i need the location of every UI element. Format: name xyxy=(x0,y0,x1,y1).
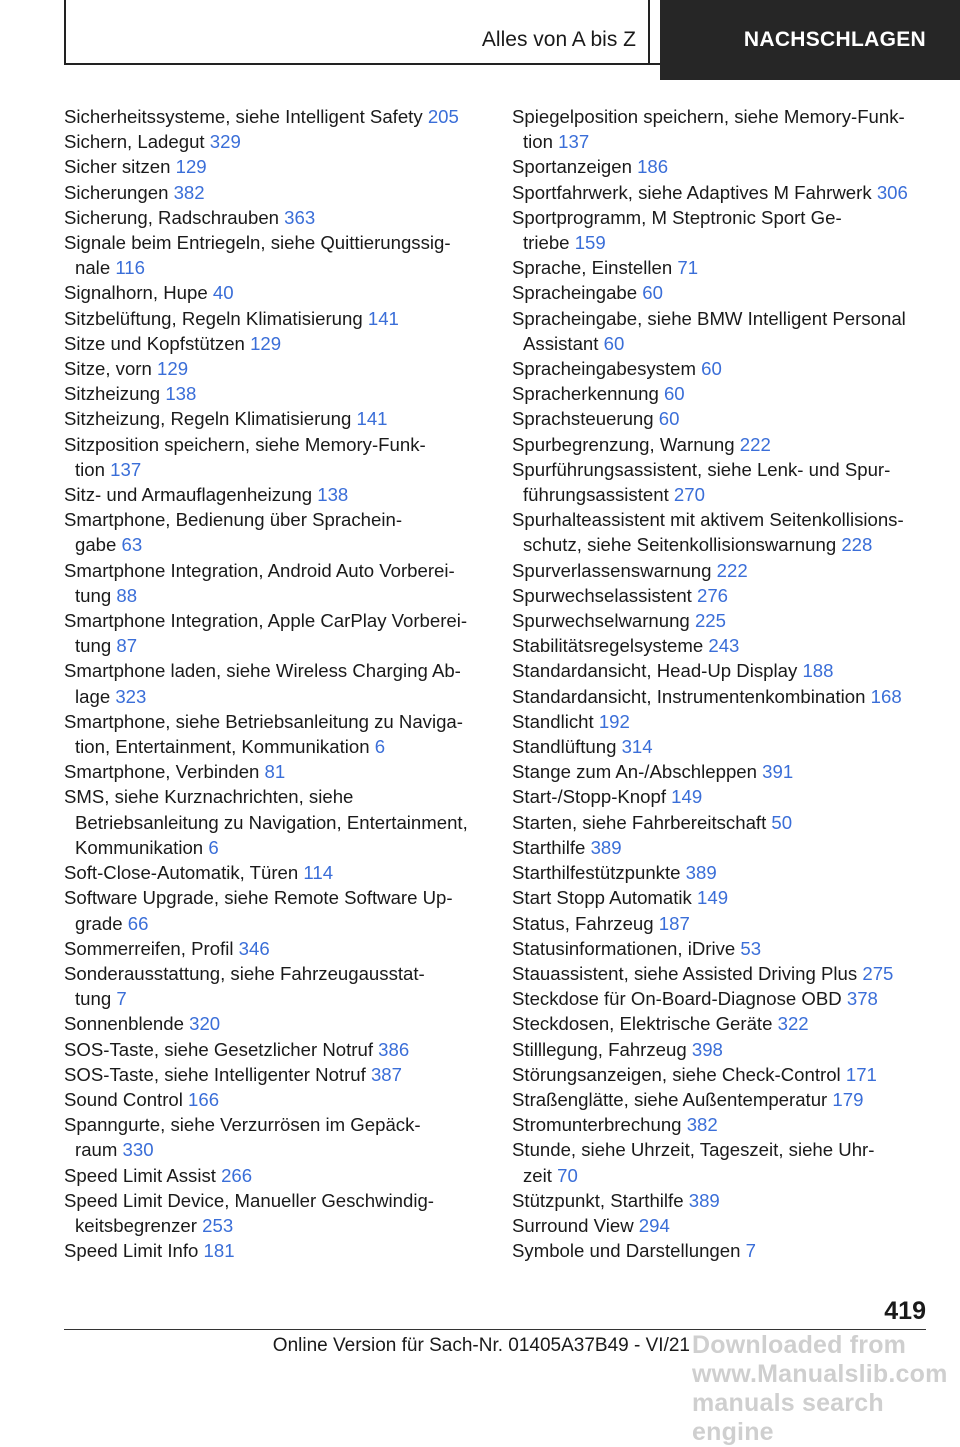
index-entry-text: Standardansicht, Head-Up Display xyxy=(512,660,798,682)
index-entry xyxy=(512,1037,932,1062)
page-reference-link[interactable]: 363 xyxy=(284,206,316,228)
index-entry xyxy=(64,1112,484,1162)
index-entry-text: Stützpunkt, Starthilfe xyxy=(512,1189,684,1211)
index-entry-text: zeit xyxy=(523,1164,552,1186)
index-entry xyxy=(64,205,484,230)
index-entry-text: Sicherungen xyxy=(64,181,169,203)
index-entry-text: Sitzbelüftung, Regeln Klimatisierung xyxy=(64,307,363,329)
index-entry-text: Standardansicht, Instrumentenkombination xyxy=(512,685,866,707)
index-entry-text: tion, Entertainment, Kommunikation xyxy=(75,736,370,758)
index-entry-text: Start Stopp Automatik xyxy=(512,887,692,909)
index-entry-text: Sichern, Ladegut xyxy=(64,131,205,153)
index-entry xyxy=(512,759,932,784)
page-reference-link[interactable]: 222 xyxy=(716,559,748,581)
page-reference-link[interactable]: 389 xyxy=(685,862,717,884)
page-reference-link[interactable]: 228 xyxy=(841,534,873,556)
index-entry-text: Betriebsanleitung zu Navigation, Entertainment, xyxy=(75,811,468,833)
index-entry-text: Smartphone, siehe Betriebsanleitung zu Naviga- xyxy=(64,710,463,732)
index-entry xyxy=(512,734,932,759)
index-entry xyxy=(512,406,932,431)
header-frame-divider xyxy=(648,0,650,65)
index-entry-text: Spracheingabe, siehe BMW Intelligent Personal xyxy=(512,307,906,329)
index-entry-text: Speed Limit Info xyxy=(64,1240,199,1262)
index-entry-text: tung xyxy=(75,584,112,606)
page-reference-link[interactable]: 87 xyxy=(116,635,138,657)
index-entry-text: grade xyxy=(75,912,123,934)
index-entry xyxy=(512,684,932,709)
header-chapter-label: NACHSCHLAGEN xyxy=(743,28,926,51)
index-entry-text: gabe xyxy=(75,534,117,556)
page-reference-link[interactable]: 166 xyxy=(188,1088,220,1110)
page-reference-link[interactable]: 253 xyxy=(202,1214,234,1236)
page-reference-link[interactable]: 276 xyxy=(697,584,729,606)
index-entry-text: Signale beim Entriegeln, siehe Quittierungssig- xyxy=(64,232,451,254)
index-entry-text: Sprache, Einstellen xyxy=(512,257,673,279)
page-reference-link[interactable]: 60 xyxy=(603,332,625,354)
index-entry xyxy=(512,608,932,633)
page-reference-link[interactable]: 330 xyxy=(122,1139,154,1161)
index-entry xyxy=(64,432,484,482)
page-reference-link[interactable]: 81 xyxy=(264,761,286,783)
index-entry-text: Spurführungsassistent, siehe Lenk- und Spur- xyxy=(512,458,891,480)
index-entry xyxy=(512,507,932,557)
index-entry-text: Sicher sitzen xyxy=(64,156,171,178)
footer-version-text: Online Version für Sach-Nr. 01405A37B49 - VI/21 xyxy=(272,1335,690,1356)
index-entry xyxy=(64,759,484,784)
index-entry xyxy=(64,1087,484,1112)
index-entry xyxy=(64,129,484,154)
page-reference-link[interactable]: 6 xyxy=(208,836,219,858)
index-entry xyxy=(64,608,484,658)
index-entry-text: Soft-Close-Automatik, Türen xyxy=(64,862,299,884)
index-entry-text: Sound Control xyxy=(64,1088,183,1110)
page-reference-link[interactable]: 320 xyxy=(189,1013,221,1035)
page-reference-link[interactable]: 159 xyxy=(574,232,606,254)
index-entry xyxy=(512,583,932,608)
index-entry-text: Sitze und Kopfstützen xyxy=(64,332,245,354)
page-reference-link[interactable]: 60 xyxy=(701,358,722,380)
page-reference-link[interactable]: 53 xyxy=(740,937,762,959)
index-entry xyxy=(512,1238,932,1263)
page-reference-link[interactable]: 7 xyxy=(116,988,127,1010)
index-entry xyxy=(64,331,484,356)
index-entry-text: Sprachsteuerung xyxy=(512,408,654,430)
page-reference-link[interactable]: 7 xyxy=(745,1240,756,1262)
page-reference-link[interactable]: 149 xyxy=(697,887,729,909)
index-entry-text: Stange zum An-/Abschleppen xyxy=(512,761,757,783)
index-entry-text: führungsassistent xyxy=(523,484,669,506)
index-entry xyxy=(512,381,932,406)
index-entry-text: lage xyxy=(75,685,111,707)
page-reference-link[interactable]: 66 xyxy=(127,912,149,934)
index-entry xyxy=(512,784,932,809)
index-entry-text: Start-/Stopp-Knopf xyxy=(512,786,666,808)
index-entry-text: Symbole und Darstellungen xyxy=(512,1240,741,1262)
index-entry xyxy=(64,558,484,608)
index-entry-text: Stunde, siehe Uhrzeit, Tageszeit, siehe Uhr- xyxy=(512,1139,875,1161)
page-reference-link[interactable]: 398 xyxy=(691,1038,723,1060)
index-entry-text: Spurbegrenzung, Warnung xyxy=(512,433,735,455)
index-entry xyxy=(512,457,932,507)
index-entry xyxy=(64,180,484,205)
index-entry xyxy=(512,860,932,885)
index-entry xyxy=(512,432,932,457)
page-reference-link[interactable]: 266 xyxy=(221,1164,253,1186)
index-entry-text: tung xyxy=(75,988,112,1010)
index-entry-text: Kommunikation xyxy=(75,836,204,858)
index-entry-text: schutz, siehe Seitenkollisionswarnung xyxy=(523,534,837,556)
page-reference-link[interactable]: 50 xyxy=(771,811,793,833)
index-entry xyxy=(512,1062,932,1087)
index-entry-text: Spiegelposition speichern, siehe Memory-Funk- xyxy=(512,106,905,127)
page-reference-link[interactable]: 192 xyxy=(598,710,630,732)
index-entry xyxy=(64,961,484,1011)
index-entry xyxy=(512,986,932,1011)
page-reference-link[interactable]: 137 xyxy=(110,458,142,480)
index-entry xyxy=(64,280,484,305)
index-entry-text: Sitz- und Armauflagenheizung xyxy=(64,484,313,506)
index-entry xyxy=(512,810,932,835)
header-rule xyxy=(64,63,660,65)
index-entry xyxy=(512,961,932,986)
page-reference-link[interactable]: 222 xyxy=(739,433,771,455)
index-entry-text: Sicherung, Radschrauben xyxy=(64,206,279,228)
index-entry xyxy=(512,911,932,936)
index-entry-text: Sitze, vorn xyxy=(64,358,152,380)
watermark-text: Downloaded from www.Manualslib.com manuals search engine xyxy=(692,1331,948,1446)
index-entry-text: tion xyxy=(523,131,553,153)
index-entry xyxy=(512,1112,932,1137)
header-section-title: Alles von A bis Z xyxy=(481,28,636,51)
page-reference-link[interactable]: 116 xyxy=(115,257,145,279)
index-entry xyxy=(64,658,484,708)
index-entry-text: Starthilfe xyxy=(512,836,586,858)
index-entry-text: Sitzheizung xyxy=(64,383,161,405)
index-entry xyxy=(64,936,484,961)
page-reference-link[interactable]: 138 xyxy=(165,383,197,405)
index-entry-text: Steckdose für On-Board-Diagnose OBD xyxy=(512,988,842,1010)
page-reference-link[interactable]: 187 xyxy=(658,912,690,934)
index-entry xyxy=(512,205,932,255)
page-reference-link[interactable]: 389 xyxy=(688,1189,720,1211)
page-reference-link[interactable]: 389 xyxy=(590,836,622,858)
index-entry xyxy=(512,1137,932,1187)
page-reference-link[interactable]: 346 xyxy=(238,937,270,959)
index-entry xyxy=(64,482,484,507)
footer-rule xyxy=(64,1329,926,1330)
index-entry-text: Signalhorn, Hupe xyxy=(64,282,208,304)
index-entry xyxy=(512,255,932,280)
index-entry xyxy=(64,860,484,885)
page-reference-link[interactable]: 179 xyxy=(832,1088,864,1110)
header-chapter-tab xyxy=(660,0,960,80)
index-entry xyxy=(512,1011,932,1036)
index-entry-text: tung xyxy=(75,635,112,657)
page-reference-link[interactable]: 60 xyxy=(642,282,663,304)
index-entry-text: Software Upgrade, siehe Remote Software Up- xyxy=(64,887,453,909)
page-reference-link[interactable]: 129 xyxy=(250,332,282,354)
index-entry-text: Smartphone Integration, Android Auto Vorberei- xyxy=(64,559,455,581)
page-reference-link[interactable]: 60 xyxy=(658,408,680,430)
index-entry-text: Smartphone, Verbinden xyxy=(64,761,260,783)
index-entry-text: SOS-Taste, siehe Gesetzlicher Notruf xyxy=(64,1038,373,1060)
index-entry-text: Smartphone, Bedienung über Sprachein- xyxy=(64,509,403,531)
index-entry xyxy=(64,104,484,129)
index-entry-text: Standlüftung xyxy=(512,736,617,758)
index-entry xyxy=(64,1037,484,1062)
index-entry-text: raum xyxy=(75,1139,118,1161)
index-entry xyxy=(512,835,932,860)
page-reference-link[interactable]: 171 xyxy=(845,1063,877,1085)
page-reference-link[interactable]: 70 xyxy=(557,1164,578,1186)
index-entry xyxy=(64,381,484,406)
index-entry xyxy=(512,658,932,683)
index-entry xyxy=(64,356,484,381)
page-reference-link[interactable]: 225 xyxy=(694,610,726,632)
index-entry xyxy=(512,154,932,179)
index-entry xyxy=(64,1238,484,1263)
index-entry-text: Sicherheitssysteme, siehe Intelligent Safety xyxy=(64,106,423,127)
page-reference-link[interactable]: 329 xyxy=(209,131,241,153)
page-reference-link[interactable]: 270 xyxy=(673,484,705,506)
index-entry-text: SMS, siehe Kurznachrichten, siehe xyxy=(64,786,354,808)
index-entry-text: Spurhalteassistent mit aktivem Seitenkollisions- xyxy=(512,509,904,531)
index-column-left xyxy=(64,104,484,1263)
page-reference-link[interactable]: 382 xyxy=(686,1114,718,1136)
page-reference-link[interactable]: 88 xyxy=(116,584,138,606)
index-entry xyxy=(64,230,484,280)
page-reference-link[interactable]: 71 xyxy=(677,257,699,279)
page-reference-link[interactable]: 188 xyxy=(802,660,834,682)
index-entry-text: Sportfahrwerk, siehe Adaptives M Fahrwerk xyxy=(512,181,872,203)
page-reference-link[interactable]: 314 xyxy=(621,736,653,758)
index-entry-text: Stilllegung, Fahrzeug xyxy=(512,1038,687,1060)
page-reference-link[interactable]: 294 xyxy=(638,1214,670,1236)
index-entry-text: Assistant xyxy=(523,332,599,354)
index-entry xyxy=(512,558,932,583)
index-entry xyxy=(512,280,932,305)
index-entry-text: keitsbegrenzer xyxy=(75,1214,197,1236)
index-entry xyxy=(512,1188,932,1213)
index-entry xyxy=(64,306,484,331)
index-entry-text: Spracheingabe xyxy=(512,282,638,304)
page-reference-link[interactable]: 387 xyxy=(370,1063,402,1085)
index-entry xyxy=(512,306,932,356)
page-number: 419 xyxy=(884,1297,926,1325)
index-entry-text: triebe xyxy=(523,232,570,254)
index-entry xyxy=(64,1011,484,1036)
index-entry xyxy=(64,1062,484,1087)
index-entry xyxy=(64,885,484,935)
index-entry-text: Spanngurte, siehe Verzurrösen im Gepäck- xyxy=(64,1114,421,1136)
page-reference-link[interactable]: 386 xyxy=(378,1038,410,1060)
index-entry-text: Surround View xyxy=(512,1214,634,1236)
page-reference-link[interactable]: 378 xyxy=(846,988,878,1010)
index-entry-text: Steckdosen, Elektrische Geräte xyxy=(512,1013,773,1035)
page-reference-link[interactable]: 40 xyxy=(212,282,234,304)
page-reference-link[interactable]: 63 xyxy=(121,534,143,556)
index-entry-text: Sportprogramm, M Steptronic Sport Ge- xyxy=(512,206,842,228)
index-entry-text: Speed Limit Device, Manueller Geschwindig- xyxy=(64,1189,434,1211)
index-entry-text: Sonderausstattung, siehe Fahrzeugausstat- xyxy=(64,962,425,984)
index-entry xyxy=(64,154,484,179)
index-entry xyxy=(64,1188,484,1238)
index-entry-text: Smartphone laden, siehe Wireless Charging Ab- xyxy=(64,660,461,682)
index-entry-text: Standlicht xyxy=(512,710,594,732)
index-entry xyxy=(64,1163,484,1188)
page-reference-link[interactable]: 60 xyxy=(663,383,685,405)
index-entry-text: Statusinformationen, iDrive xyxy=(512,937,736,959)
page-reference-link[interactable]: 168 xyxy=(870,685,902,707)
index-entry xyxy=(64,709,484,759)
index-entry-text: Smartphone Integration, Apple CarPlay Vorberei- xyxy=(64,610,468,632)
index-entry-text: Straßenglätte, siehe Außentemperatur xyxy=(512,1088,828,1110)
page-reference-link[interactable]: 129 xyxy=(175,156,207,178)
index-column-right xyxy=(512,104,932,1263)
index-entry xyxy=(512,180,932,205)
index-entry-text: Starten, siehe Fahrbereitschaft xyxy=(512,811,767,833)
index-entry-text: Sitzheizung, Regeln Klimatisierung xyxy=(64,408,352,430)
page-reference-link[interactable]: 138 xyxy=(317,484,349,506)
index-entry-text: Spurverlassenswarnung xyxy=(512,559,712,581)
index-entry-text: Stromunterbrechung xyxy=(512,1114,682,1136)
page-reference-link[interactable]: 322 xyxy=(777,1013,809,1035)
page-reference-link[interactable]: 137 xyxy=(558,131,590,153)
index-entry xyxy=(64,784,484,860)
page-reference-link[interactable]: 141 xyxy=(367,307,399,329)
page-reference-link[interactable]: 323 xyxy=(115,685,147,707)
index-entry-text: Sommerreifen, Profil xyxy=(64,937,234,959)
index-entry-text: Speed Limit Assist xyxy=(64,1164,216,1186)
index-entry xyxy=(512,709,932,734)
page-reference-link[interactable]: 6 xyxy=(374,736,386,758)
index-entry-text: Spurwechselassistent xyxy=(512,584,692,606)
page-reference-link[interactable]: 391 xyxy=(762,761,794,783)
index-entry xyxy=(64,406,484,431)
index-entry-text: Starthilfestützpunkte xyxy=(512,862,681,884)
index-entry xyxy=(512,356,932,381)
index-entry xyxy=(512,936,932,961)
page-reference-link[interactable]: 243 xyxy=(708,635,740,657)
index-entry xyxy=(512,1087,932,1112)
index-entry-text: Störungsanzeigen, siehe Check-Control xyxy=(512,1063,841,1085)
page-reference-link[interactable]: 114 xyxy=(303,862,334,884)
page-reference-link[interactable]: 275 xyxy=(862,962,894,984)
index-entry-text: Spurwechselwarnung xyxy=(512,610,690,632)
index-entry xyxy=(512,1213,932,1238)
index-entry xyxy=(512,885,932,910)
index-entry xyxy=(64,507,484,557)
page-reference-link[interactable]: 382 xyxy=(173,181,205,203)
index-entry-text: Stauassistent, siehe Assisted Driving Plus xyxy=(512,962,858,984)
index-entry-text: Sonnenblende xyxy=(64,1013,184,1035)
page-reference-link[interactable]: 205 xyxy=(427,106,459,127)
page-reference-link[interactable]: 149 xyxy=(671,786,703,808)
index-entry-text: Sitzposition speichern, siehe Memory-Funk- xyxy=(64,433,426,455)
index-entry-text: Status, Fahrzeug xyxy=(512,912,654,934)
index-entry-text: Spracherkennung xyxy=(512,383,659,405)
page-reference-link[interactable]: 141 xyxy=(356,408,388,430)
page-reference-link[interactable]: 129 xyxy=(157,358,189,380)
index-entry-text: Spracheingabesystem xyxy=(512,358,696,380)
page-reference-link[interactable]: 186 xyxy=(637,156,669,178)
index-entry-text: tion xyxy=(75,458,105,480)
index-entry-text: Stabilitätsregelsysteme xyxy=(512,635,704,657)
index-entry-text: Sportanzeigen xyxy=(512,156,632,178)
page-reference-link[interactable]: 181 xyxy=(203,1240,235,1262)
index-entry xyxy=(512,633,932,658)
index-entry-text: SOS-Taste, siehe Intelligenter Notruf xyxy=(64,1063,366,1085)
index-entry-text: nale xyxy=(75,257,111,279)
page-reference-link[interactable]: 306 xyxy=(876,181,908,203)
index-entry xyxy=(512,104,932,154)
